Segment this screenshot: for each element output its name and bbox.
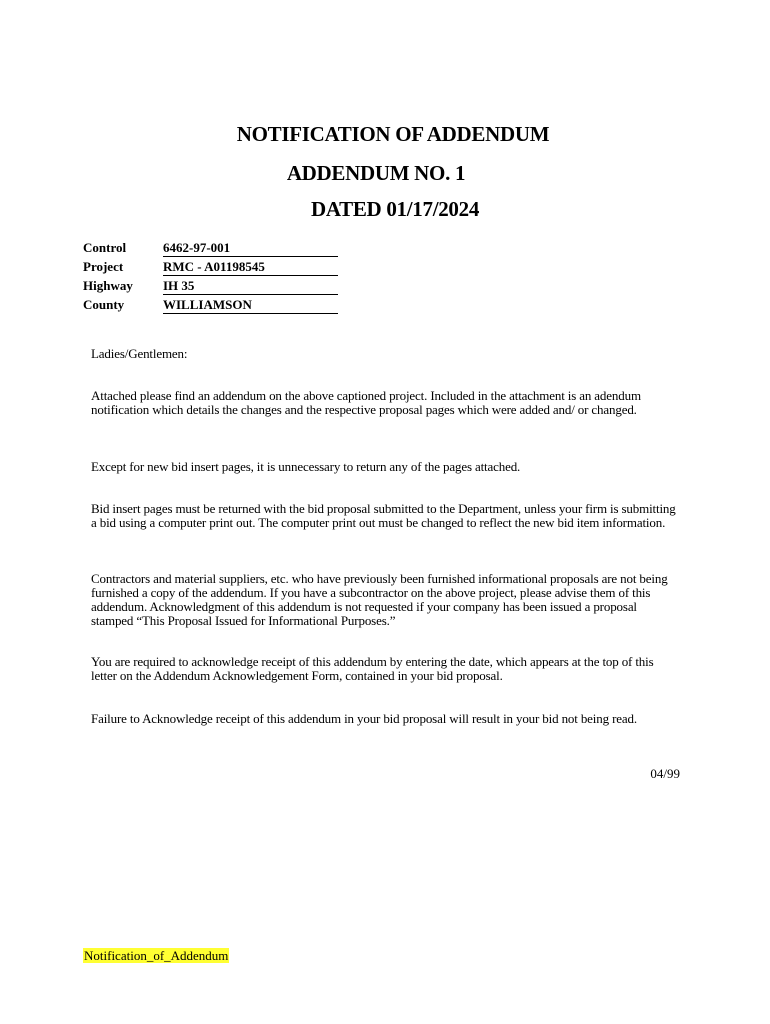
paragraph-acknowledge-required: You are required to acknowledge receipt of this addendum by entering the date, which appears at the top of this letter on the Addendum Acknowledgement Form, contained in your bid proposal. xyxy=(91,654,654,683)
footer-highlighted-label: Notification_of_Addendum xyxy=(84,948,229,963)
control-value: 6462-97-001 xyxy=(163,239,338,257)
addendum-date: DATED 01/17/2024 xyxy=(310,197,480,221)
paragraph-bid-insert: Bid insert pages must be returned with the bid proposal submitted to the Department, unless your firm is submitting a bid using a computer print out. The computer print out must be changed to reflect the new bid item information. xyxy=(91,501,676,530)
form-revision-code: 04/99 xyxy=(650,766,680,781)
paragraph-attachment: Attached please find an addendum on the above captioned project. Included in the attachment is an adendum notification which details the changes and the respective proposal pages which were added and/ or changed. xyxy=(91,388,641,417)
county-label: County xyxy=(83,297,125,312)
addendum-number: ADDENDUM NO. 1 xyxy=(286,161,466,185)
county-value: WILLIAMSON xyxy=(163,296,338,314)
control-label: Control xyxy=(83,240,127,255)
highway-value: IH 35 xyxy=(163,277,338,295)
paragraph-failure-warning: Failure to Acknowledge receipt of this addendum in your bid proposal will result in your bid not being read. xyxy=(91,711,637,726)
paragraph-informational-proposals: Contractors and material suppliers, etc. who have previously been furnished informational proposals are not being furnished a copy of the addendum. If you have a subcontractor on the above project, please advise them of this addendum. Acknowledgment of this addendum is not requested if your company has been issued a proposal stamped “This Proposal Issued for Informational Purposes.” xyxy=(91,571,668,628)
project-value: RMC - A01198545 xyxy=(163,258,338,276)
salutation: Ladies/Gentlemen: xyxy=(91,346,188,361)
highway-label: Highway xyxy=(83,278,133,293)
paragraph-return-pages: Except for new bid insert pages, it is unnecessary to return any of the pages attached. xyxy=(91,459,521,474)
document-title: NOTIFICATION OF ADDENDUM xyxy=(236,122,550,146)
project-label: Project xyxy=(83,259,124,274)
